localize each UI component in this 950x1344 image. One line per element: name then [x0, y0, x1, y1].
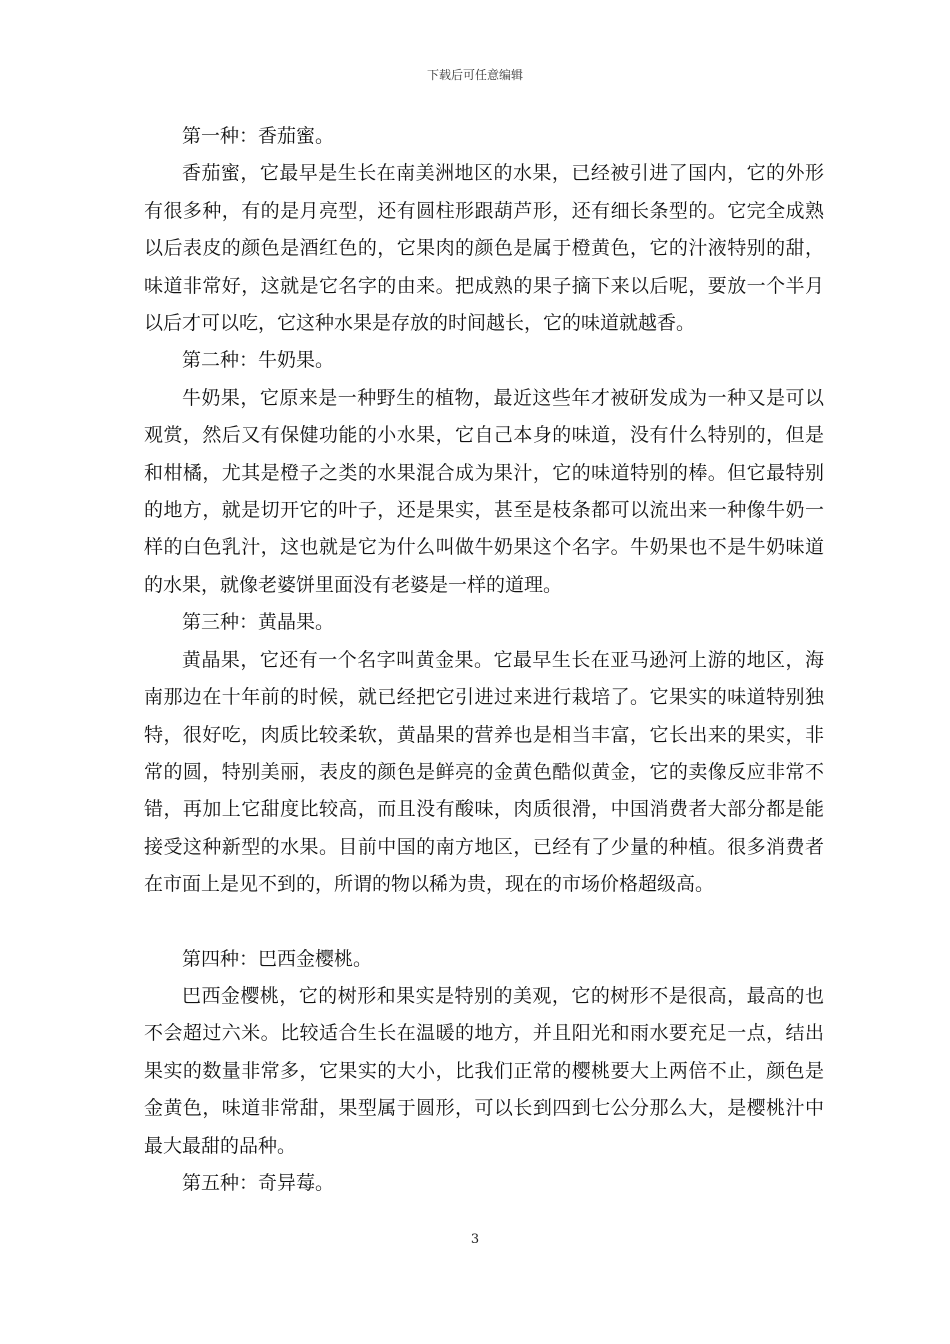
paragraph-variety-1: 香茄蜜，它最早是生长在南美洲地区的水果，已经被引进了国内，它的外形有很多种，有的是月亮型，还有圆柱形跟葫芦形，还有细长条型的。它完全成熟以后表皮的颜色是酒红色的，它果肉的颜色是属于橙黄色，它的汁液特别的甜，味道非常好，这就是它名字的由来。把成熟的果子摘下来以后呢，要放一个半月以后才可以吃，它这种水果是存放的时间越长，它的味道就越香。: [144, 162, 824, 335]
heading-variety-5: 第五种：奇异莓。: [182, 1171, 335, 1194]
heading-variety-2: 第二种：牛奶果。: [182, 349, 335, 372]
document-body: [144, 118, 824, 1202]
heading-variety-3: 第三种：黄晶果。: [182, 611, 335, 634]
heading-variety-4: 第四种：巴西金樱桃。: [182, 947, 373, 970]
heading-variety-1: 第一种：香茄蜜。: [182, 125, 335, 147]
page-header: 下载后可任意编辑: [426, 68, 523, 82]
paragraph-variety-3: 黄晶果，它还有一个名字叫黄金果。它最早生长在亚马逊河上游的地区，海南那边在十年前的时候，就已经把它引进过来进行栽培了。它果实的味道特别独特，很好吃，肉质比较柔软，黄晶果的营养也是相当丰富，它长出来的果实，非常的圆，特别美丽，表皮的颜色是鲜亮的金黄色酷似黄金，它的卖像反应非常不错，再加上它甜度比较高，而且没有酸味，肉质很滑，中国消费者大部分都是能接受这种新型的水果。目前中国的南方地区，已经有了少量的种植。很多消费者在市面上是见不到的，所谓的物以稀为贵，现在的市场价格超级高。: [144, 648, 824, 896]
paragraph-variety-4: 巴西金樱桃，它的树形和果实是特别的美观，它的树形不是很高，最高的也不会超过六米。比较适合生长在温暖的地方，并且阳光和雨水要充足一点，结出果实的数量非常多，它果实的大小，比我们正常的樱桃要大上两倍不止，颜色是金黄色，味道非常甜，果型属于圆形，可以长到四到七公分那么大，是樱桃汁中最大最甜的品种。: [144, 984, 824, 1157]
page-number: 3: [470, 1232, 480, 1247]
paragraph-variety-2: 牛奶果，它原来是一种野生的植物，最近这些年才被研发成为一种又是可以观赏，然后又有保健功能的小水果，它自己本身的味道，没有什么特别的，但是和柑橘，尤其是橙子之类的水果混合成为果汁，它的味道特别的棒。但它最特别的地方，就是切开它的叶子，还是果实，甚至是枝条都可以流出来一种像牛奶一样的白色乳汁，这也就是它为什么叫做牛奶果这个名字。牛奶果也不是牛奶味道的水果，就像老婆饼里面没有老婆是一样的道理。: [144, 386, 824, 596]
paragraph-spacer: [144, 904, 824, 941]
